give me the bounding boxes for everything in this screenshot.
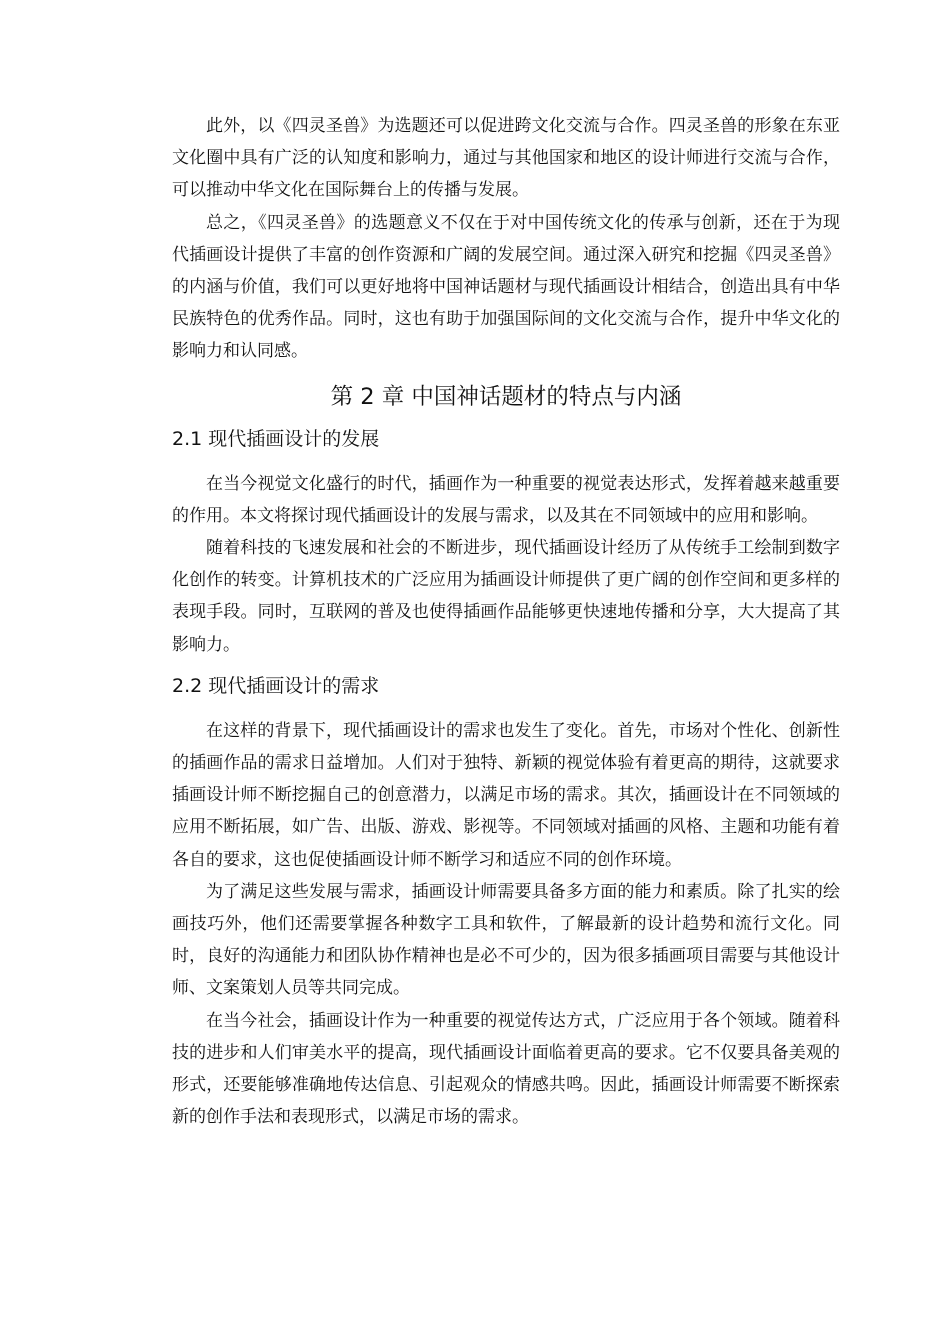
section-heading: 2.1 现代插画设计的发展 [172,427,380,450]
body-paragraph: 在当今视觉文化盛行的时代，插画作为一种重要的视觉表达形式，发挥着越来越重要的作用。本文将探讨现代插画设计的发展与需求，以及其在不同领域中的应用和影响。 [172,473,840,526]
body-paragraph: 为了满足这些发展与需求，插画设计师需要具备多方面的能力和素质。除了扎实的绘画技巧外，他们还需要掌握各种数字工具和软件，了解最新的设计趋势和流行文化。同时，良好的沟通能力和团队协作精神也是必不可少的，因为很多插画项目需要与其他设计师、文案策划人员等共同完成。 [172,881,840,999]
chapter-title: 第 2 章 中国神话题材的特点与内涵 [330,383,682,410]
body-paragraph: 随着科技的飞速发展和社会的不断进步，现代插画设计经历了从传统手工绘制到数字化创作的转变。计算机技术的广泛应用为插画设计师提供了更广阔的创作空间和更多样的表现手段。同时，互联网的普及也使得插画作品能够更快速地传播和分享，大大提高了其影响力。 [172,538,840,655]
body-paragraph: 在当今社会，插画设计作为一种重要的视觉传达方式，广泛应用于各个领域。随着科技的进步和人们审美水平的提高，现代插画设计面临着更高的要求。它不仅要具备美观的形式，还要能够准确地传达信息、引起观众的情感共鸣。因此，插画设计师需要不断探索新的创作手法和表现形式，以满足市场的需求。 [172,1010,840,1128]
body-paragraph: 在这样的背景下，现代插画设计的需求也发生了变化。首先，市场对个性化、创新性的插画作品的需求日益增加。人们对于独特、新颖的视觉体验有着更高的期待，这就要求插画设计师不断挖掘自己的创意潜力，以满足市场的需求。其次，插画设计在不同领域的应用不断拓展，如广告、出版、游戏、影视等。不同领域对插画的风格、主题和功能有着各自的要求，这也促使插画设计师不断学习和适应不同的创作环境。 [172,720,840,870]
body-paragraph: 此外，以《四灵圣兽》为选题还可以促进跨文化交流与合作。四灵圣兽的形象在东亚文化圈中具有广泛的认知度和影响力，通过与其他国家和地区的设计师进行交流与合作，可以推动中华文化在国际舞台上的传播与发展。 [172,116,840,201]
body-paragraph: 总之，《四灵圣兽》的选题意义不仅在于对中国传统文化的传承与创新，还在于为现代插画设计提供了丰富的创作资源和广阔的发展空间。通过深入研究和挖掘《四灵圣兽》的内涵与价值，我们可以更好地将中国神话题材与现代插画设计相结合，创造出具有中华民族特色的优秀作品。同时，这也有助于加强国际间的文化交流与合作，提升中华文化的影响力和认同感。 [172,212,840,362]
document-page [172,110,840,1133]
section-heading: 2.2 现代插画设计的需求 [172,674,380,697]
